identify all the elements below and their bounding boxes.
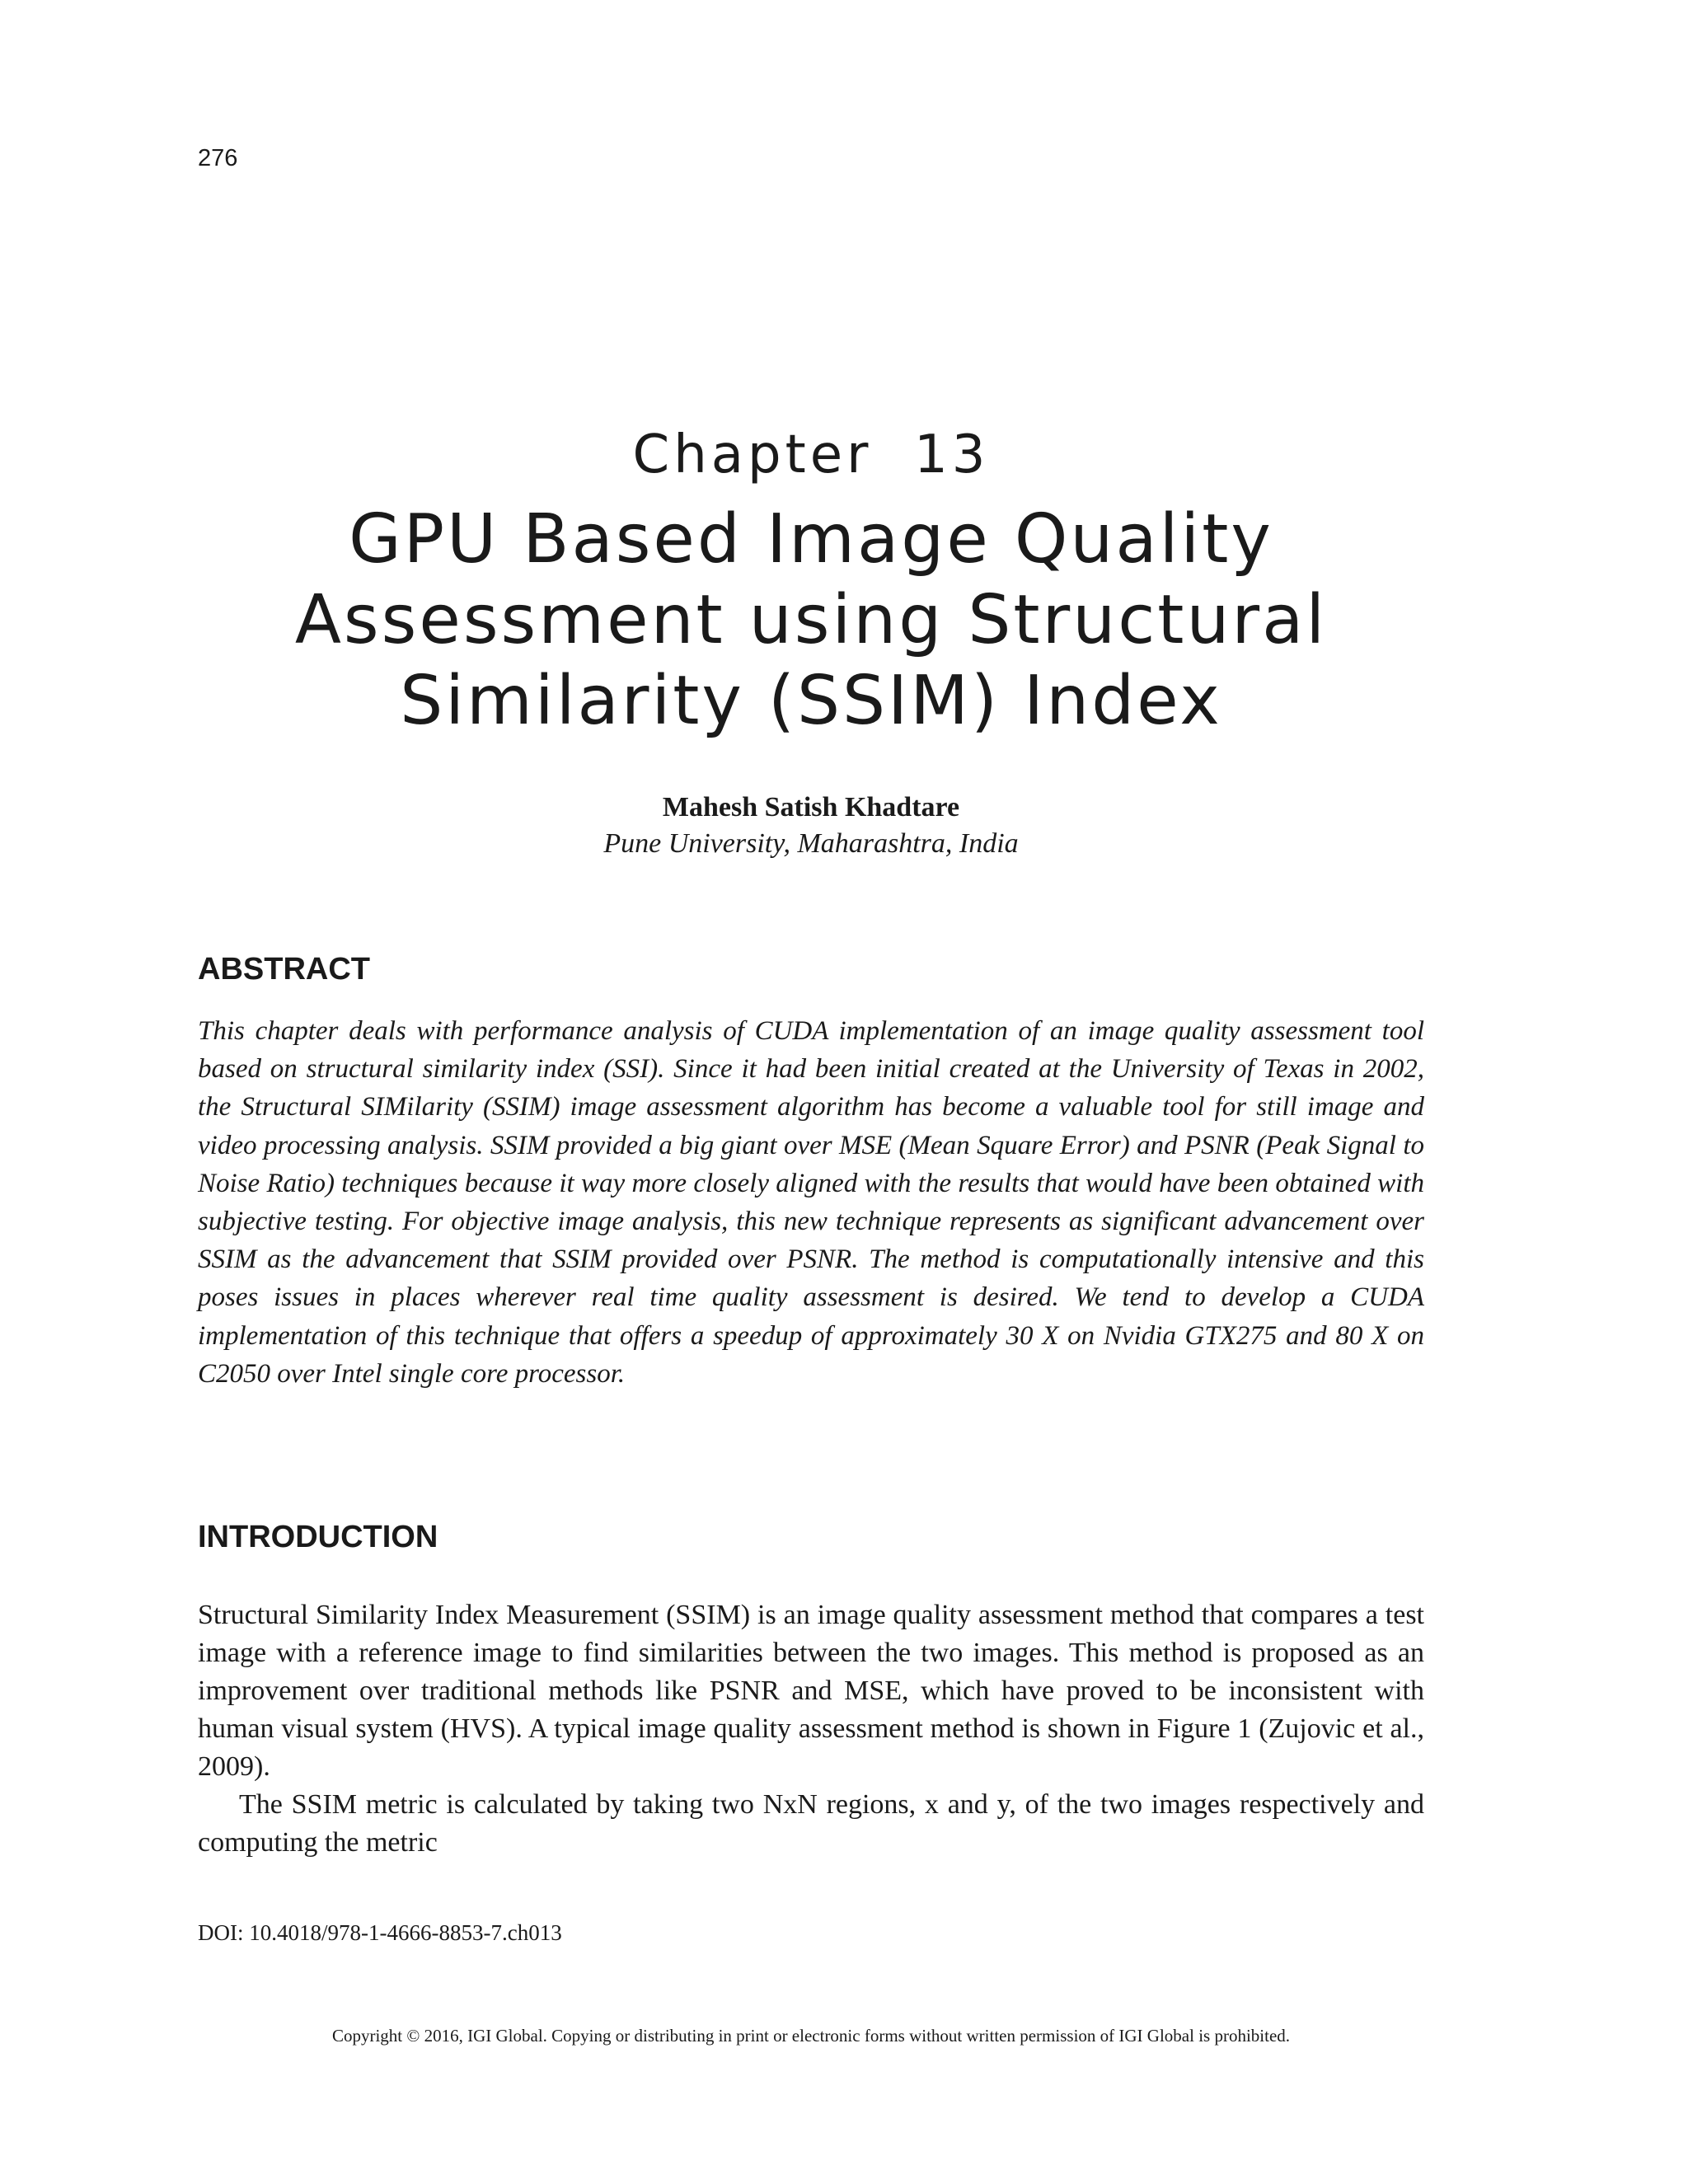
chapter-label: Chapter 13 xyxy=(632,424,990,485)
page-number: 276 xyxy=(198,145,238,171)
chapter-title-line: Assessment using Structural xyxy=(294,581,1328,659)
chapter-title xyxy=(198,499,1424,742)
abstract-heading: ABSTRACT xyxy=(198,952,370,987)
doi-label: DOI: 10.4018/978-1-4666-8853-7.ch013 xyxy=(198,1920,562,1945)
chapter-title-block xyxy=(198,424,1424,742)
author-affiliation: Pune University, Maharashtra, India xyxy=(603,828,1019,859)
author-name: Mahesh Satish Khadtare xyxy=(662,792,960,823)
chapter-title-line: Similarity (SSIM) Index xyxy=(400,662,1222,740)
abstract-text: This chapter deals with performance analysis of CUDA implementation of an image quality assessment tool based on structural similarity index (SSI). Since it had been initial created at the University of Texas in 2002, the Structural SIMilarity (SSIM) image assessment algorithm has become a valuable tool for still image and video processing analysis. SSIM provided a big giant over MSE (Mean Square Error) and PSNR (Peak Signal to Noise Ratio) techniques because it way more closely aligned with the results that would have been obtained with subjective testing. For objective image analysis, this new technique represents as significant advancement over SSIM as the advancement that SSIM provided over PSNR. The method is computationally intensive and this poses issues in places wherever real time quality assessment is desired. We tend to develop a CUDA implementation of this technique that offers a speedup of approximately 30 X on Nvidia GTX275 and 80 X on C2050 over Intel single core processor. xyxy=(198,1016,1424,1389)
introduction-paragraph: Structural Similarity Index Measurement (SSIM) is an image quality assessment method that compares a test image with a reference image to find similarities between the two images. This method is proposed as an improvement over traditional methods like PSNR and MSE, which have proved to be inconsistent with human visual system (HVS). A typical image quality assessment method is shown in Figure 1 (Zujovic et al., 2009). xyxy=(198,1600,1424,1782)
author-block xyxy=(198,790,1424,862)
introduction-heading: INTRODUCTION xyxy=(198,1520,438,1554)
introduction-paragraph: The SSIM metric is calculated by taking two NxN regions, x and y, of the two images respectively and computing the metric xyxy=(198,1789,1424,1858)
chapter-title-line: GPU Based Image Quality xyxy=(349,500,1273,579)
copyright-notice: Copyright © 2016, IGI Global. Copying or distributing in print or electronic forms without written permission of IGI Global is prohibited. xyxy=(331,2026,1291,2046)
introduction-body xyxy=(198,1596,1424,1862)
